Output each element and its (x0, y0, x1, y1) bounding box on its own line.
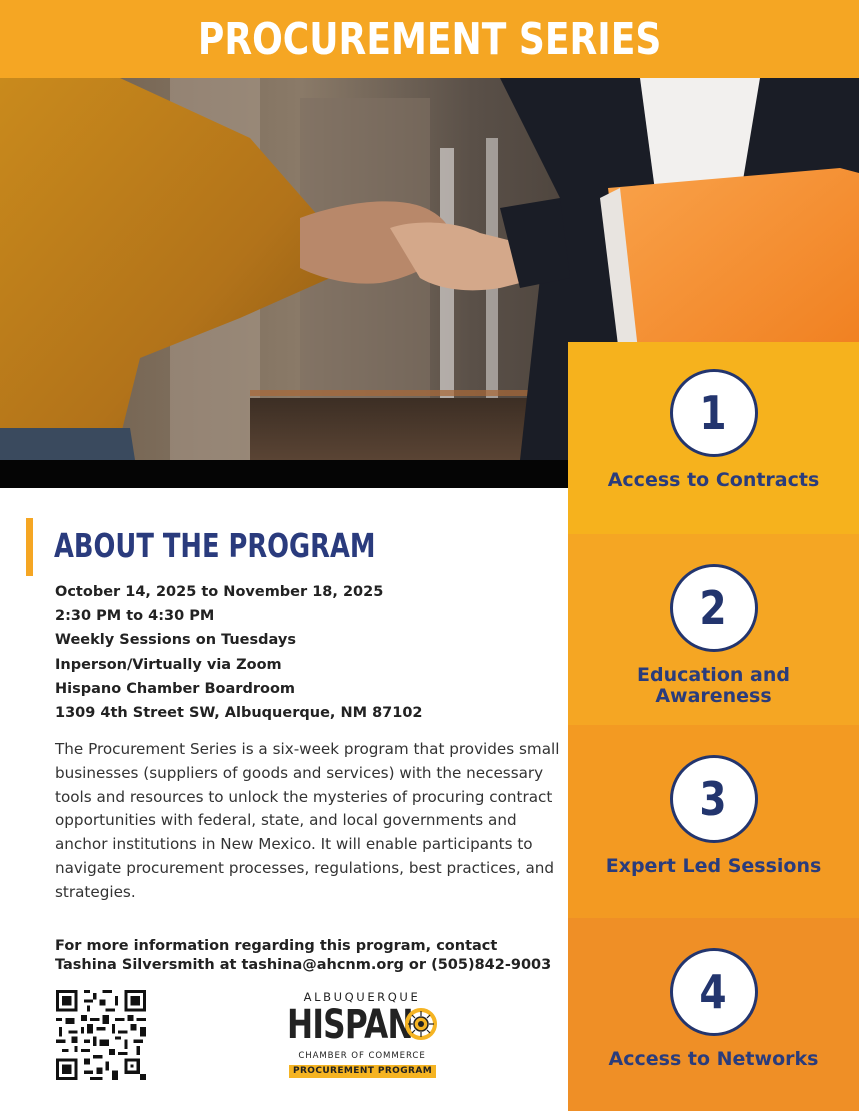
step-4 (568, 918, 859, 1111)
contact-line-1: For more information regarding this program, contact (55, 938, 498, 954)
qr-code[interactable] (56, 990, 146, 1080)
contact-info (55, 937, 560, 974)
detail-format: Inperson/Virtually via Zoom (55, 656, 282, 673)
detail-time: 2:30 PM to 4:30 PM (55, 608, 215, 625)
step-4-label: Access to Networks (608, 1048, 819, 1070)
steps-column (568, 342, 859, 1111)
contact-line-2: Tashina Silversmith at tashina@ahcnm.org or (505)842-9003 (55, 956, 552, 973)
page-title: PROCUREMENT SERIES (197, 13, 662, 65)
step-1-label: Access to Contracts (607, 469, 820, 491)
step-3-number: 3 (699, 772, 728, 826)
program-details (55, 580, 555, 725)
step-4-number: 4 (699, 965, 728, 1019)
logo-subtitle: CHAMBER OF COMMERCE (298, 1051, 426, 1061)
step-1-number: 1 (699, 386, 728, 440)
detail-address: 1309 4th Street SW, Albuquerque, NM 87102 (55, 705, 423, 722)
step-3-label: Expert Led Sessions (605, 855, 822, 877)
step-3 (568, 725, 859, 918)
step-2-label: Education and Awareness (637, 664, 790, 707)
step-4-badge (670, 948, 758, 1036)
step-3-badge (670, 755, 758, 843)
detail-schedule: Weekly Sessions on Tuesdays (55, 632, 296, 649)
logo-city-text: ALBUQUERQUE (303, 990, 421, 1004)
step-1-badge (670, 369, 758, 457)
sun-emblem-icon (405, 1008, 437, 1040)
logo-badge: PROCUREMENT PROGRAM (289, 1065, 436, 1078)
step-1 (568, 342, 859, 534)
about-accent-bar (26, 518, 33, 576)
step-2-number: 2 (699, 581, 728, 635)
logo-main-text: HISPAN (287, 1002, 413, 1048)
program-description: The Procurement Series is a six-week program that provides small businesses (suppliers of goods and services) with the necessary tools and resources to unlock the mysteries of procuring contract opportunities with federal, state, and local governments and anchor institutions in New Mexico. It will enable participants to navigate procurement processes, regulations, best practices, and strategies. (55, 740, 560, 901)
step-2-badge (670, 564, 758, 652)
detail-dates: October 14, 2025 to November 18, 2025 (55, 584, 384, 600)
hispano-chamber-logo (285, 990, 439, 1080)
step-2 (568, 534, 859, 725)
page-header (0, 0, 859, 78)
detail-venue: Hispano Chamber Boardroom (55, 680, 296, 697)
about-heading: ABOUT THE PROGRAM (54, 526, 376, 565)
